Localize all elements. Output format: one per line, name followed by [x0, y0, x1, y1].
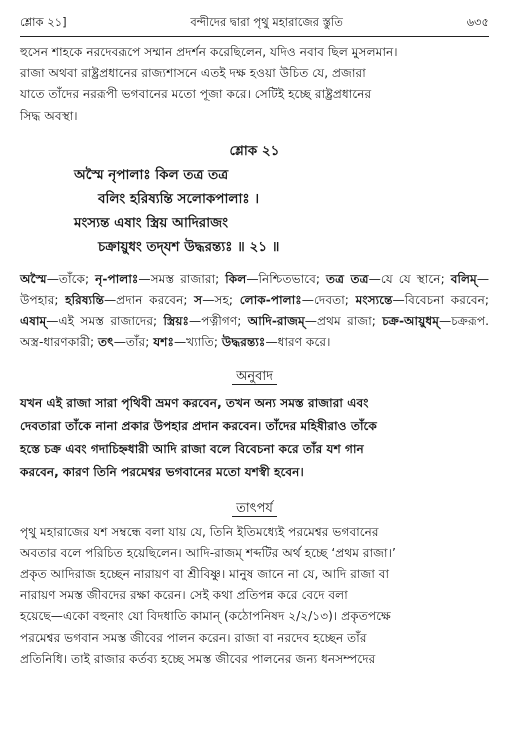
verse-line: চক্রায়ুধং তদ্‌যশ উদ্ধরন্ত্যঃ ॥ ২১ ॥ [98, 238, 280, 255]
verse-line: বলিং হরিষ্যন্তি সলোকপালাঃ । [98, 190, 260, 207]
synonym-meaning: সমস্ত রাজারা [150, 271, 216, 286]
synonym-meaning: দেবতা [313, 293, 345, 308]
synonym-meaning: ধারণ করে [277, 335, 327, 350]
verse-line: মংস্যন্ত এষাং স্ত্রিয় আদিরাজং [74, 214, 229, 231]
purport-line: নারায়ণ সমস্ত জীবদের রক্ষা করেন। সেই কথা প্রতিপন্ন করে বেদে বলা [20, 588, 348, 603]
synonym-term: এষাম্ [20, 314, 47, 329]
synonym-term: হরিষ্যন্তি [65, 293, 104, 308]
verse-heading: শ্লোক ২১ [229, 142, 280, 159]
synonym-meaning: পত্নীগণ [201, 314, 238, 329]
translation-line: হস্তে চক্র এবং গদাচিহ্নধারী আদি রাজা বলে বিবেচনা করে তাঁর যশ গান [20, 441, 364, 456]
intro-paragraph [20, 42, 489, 127]
running-header [20, 14, 489, 37]
translation-line: দেবতারা তাঁকে নানা প্রকার উপহার প্রদান করবেন। তাঁদের মহিষীরাও তাঁকে [20, 418, 377, 433]
synonym-term: বলিম্ [450, 271, 477, 286]
synonym-meaning: চক্ররূপ. অস্ত্র-ধারণকারী [20, 314, 489, 350]
purport-heading [20, 500, 489, 518]
intro-line: রাজা অথবা রাষ্ট্রপ্রধানের রাজ্যশাসনে এতই দক্ষ হওয়া উচিত যে, প্রজারা [20, 66, 366, 81]
synonym-term: উদ্ধরন্ত্যঃ [221, 335, 266, 350]
synonym-meaning: প্রদান করবেন [116, 293, 184, 308]
synonym-term: কিল [225, 271, 247, 286]
synonym-meaning: সহ [214, 293, 229, 308]
translation-heading [20, 368, 489, 386]
synonym-term: তত্র তত্র [326, 271, 369, 286]
synonym-term: চক্র-আয়ুধম্ [382, 314, 440, 329]
translation-line: করবেন, কারণ তিনি পরমেশ্বর ভগবানের মতো যশস্বী হবেন। [20, 464, 304, 479]
header-chapter-title: বন্দীদের দ্বারা পৃথু মহারাজের স্তুতি [190, 15, 343, 29]
translation-text [20, 392, 489, 484]
synonym-meaning: তাঁকে [58, 271, 86, 286]
purport-heading-text: তাৎপর্য [232, 501, 277, 517]
purport-line: হয়েছে—একো বহুনাং যো বিদধাতি কামান্ (কঠোপনিষদ ২/২/১৩)। প্রকৃতপক্ষে [20, 609, 391, 624]
translation-heading-text: অনুবাদ [232, 369, 277, 385]
synonym-term: স্ত্রিয়ঃ [163, 314, 190, 329]
verse-text [20, 163, 489, 259]
synonym-term: স [194, 293, 203, 308]
synonym-term: লোক-পালাঃ [239, 293, 302, 308]
synonym-meaning: বিবেচনা করবেন [404, 293, 485, 308]
synonym-meaning: যে যে স্থানে [380, 271, 441, 286]
synonym-term: অস্মৈ [20, 271, 47, 286]
page [20, 14, 489, 670]
verse-line: অস্মৈ নৃপালাঃ কিল তত্র তত্র [74, 166, 229, 183]
synonym-term: নৃ-পালাঃ [95, 271, 139, 286]
word-for-word-synonyms: অস্মৈ—তাঁকে; নৃ-পালাঃ—সমস্ত রাজারা; কিল—নিশ্চিতভাবে; তত্র তত্র—যে যে স্থানে; বলিম্—উপহার; হরিষ্যন্তি—প্রদান করবেন; স—সহ; লোক-পালাঃ—দেবতা; মংস্যন্তে—বিবেচনা করবেন; এষাম্—এই সমস্ত রাজাদের; স্ত্রিয়ঃ—পত্নীগণ; আদি-রাজম্—প্রথম রাজা; চক্র-আয়ুধম্—চক্ররূপ. অস্ত্র-ধারণকারী; তৎ—তাঁর; যশঃ—খ্যাতি; উদ্ধরন্ত্যঃ—ধারণ করে। [20, 271, 490, 350]
purport-line: পৃথু মহারাজের যশ সম্বন্ধে বলা যায় যে, তিনি ইতিমধ্যেই পরমেশ্বর ভগবানের [20, 524, 379, 539]
page-number: ৬৩৫ [466, 15, 489, 29]
purport-line: প্রতিনিধি। তাই রাজার কর্তব্য হচ্ছে সমস্ত জীবের পালনের জন্য ধনসম্পদের [20, 651, 376, 666]
intro-line: যাতে তাঁদের নররূপী ভগবানের মতো পূজা করে। সেটিই হচ্ছে রাষ্ট্রপ্রধানের [20, 87, 372, 102]
purport-line: অবতার বলে পরিচিত হয়েছিলেন। আদি-রাজম্ শব্দটির অর্থ হচ্ছে ‘প্রথম রাজা।’ [20, 545, 396, 560]
synonym-meaning: খ্যাতি [186, 335, 214, 350]
synonym-meaning: নিশ্চিতভাবে [258, 271, 316, 286]
synonym-term: তৎ [98, 335, 114, 350]
intro-line: সিদ্ধ অবস্থা। [20, 108, 78, 123]
synonym-meaning: এই সমস্ত রাজাদের [58, 314, 154, 329]
synonym-meaning: তাঁর [125, 335, 146, 350]
synonym-term: মংস্যন্তে [355, 293, 393, 308]
synonym-term: আদি-রাজম্ [247, 314, 305, 329]
purport-line: পরমেশ্বর ভগবান সমস্ত জীবের পালন করেন। রাজা বা নরদেব হচ্ছেন তাঁর [20, 630, 367, 645]
synonym-meaning: উপহার [20, 293, 55, 308]
purport-text [20, 522, 489, 670]
intro-line: হুসেন শাহকে নরদেবরূপে সম্মান প্রদর্শন করেছিলেন, যদিও নবাব ছিল মুসলমান। [20, 45, 398, 59]
synonym-meaning: প্রথম রাজা [316, 314, 372, 329]
translation-line: যখন এই রাজা সারা পৃথিবী ভ্রমণ করবেন, তখন অন্য সমস্ত রাজারা এবং [20, 395, 369, 410]
header-verse-ref: শ্লোক ২১] [20, 15, 67, 29]
purport-line: প্রকৃত আদিরাজ হচ্ছেন নারায়ণ বা শ্রীবিষ্ণু। মানুষ জানে না যে, আদি রাজা বা [20, 567, 390, 582]
synonym-term: যশঃ [153, 335, 174, 350]
